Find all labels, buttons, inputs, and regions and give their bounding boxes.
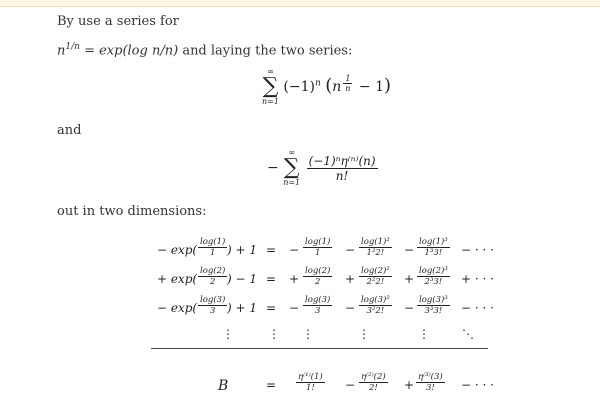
table-row-1-lhs xyxy=(196,237,229,258)
table-row-3-t2 xyxy=(357,295,394,316)
vdots-col-lhs: ⋮ xyxy=(222,327,234,341)
table-row-3-t1-frac xyxy=(303,295,332,316)
table-row-3-t1 xyxy=(301,295,334,316)
inline-eq: = exp(log n/n) xyxy=(84,43,179,59)
table-row-1-t3-den: 1³3! xyxy=(424,248,443,258)
table-row-1-lhs-tail: ) + 1 xyxy=(227,243,257,257)
table-row-1-t1 xyxy=(301,237,334,258)
table-row-3-t3-frac xyxy=(417,295,450,316)
result-t3-sign: + xyxy=(404,378,415,392)
table-row-1-t2-den: 1²2! xyxy=(366,248,385,258)
table-row-2-t1 xyxy=(301,266,334,287)
sum-one-paren-left: ( xyxy=(325,75,333,96)
result-t3-frac xyxy=(416,372,445,393)
sum-one-lower: n=1 xyxy=(262,97,279,106)
result-t3-den: 3! xyxy=(425,383,435,393)
sum-one-minus-one: − 1 xyxy=(358,79,384,95)
result-t1 xyxy=(294,372,327,393)
vdots-col-1: ⋮ xyxy=(302,327,314,341)
table-row-2-eq: = xyxy=(266,272,277,286)
table-row-2-t2-num: log(2)² xyxy=(361,266,390,276)
table-row-2-lhs-tail: ) − 1 xyxy=(227,272,257,286)
table-row-1-t3-frac xyxy=(417,237,450,258)
table-row-1-t3 xyxy=(415,237,452,258)
table-row-1-t2-frac xyxy=(359,237,392,258)
sum-one-body: (−1) xyxy=(283,79,315,95)
table-row-3-t1-den: 3 xyxy=(314,306,321,316)
table-row-3-t1-sign: − xyxy=(289,301,300,315)
vdots-col-2: ⋮ xyxy=(358,327,370,341)
table-row-3-more: − · · · xyxy=(461,301,494,315)
table-row-2-t2-frac xyxy=(359,266,392,287)
result-t3 xyxy=(414,372,447,393)
result-t1-frac xyxy=(296,372,325,393)
inline-lhs: n xyxy=(57,43,66,59)
intro-text: By use a series for xyxy=(57,14,179,29)
table-row-2-t3-den: 2³3! xyxy=(424,277,443,287)
vdots-col-3: ⋮ xyxy=(418,327,430,341)
sum-two-den: n! xyxy=(335,168,349,183)
table-row-1-lhs-num: log(1) xyxy=(200,237,226,247)
table-row-3-t3-den: 3³3! xyxy=(424,306,443,316)
sum-one-exp-num: 1 xyxy=(345,73,351,83)
table-row-3-lhs-tail: ) + 1 xyxy=(227,301,257,315)
table-row-3-t1-num: log(3) xyxy=(305,295,331,305)
table-row-1-lhs-sign: − exp( xyxy=(157,243,198,257)
vdots-col-eq: ⋮ xyxy=(268,327,280,341)
table-row-2-lhs xyxy=(196,266,229,287)
table-row-3-t3-sign: − xyxy=(404,301,415,315)
sum-two-lead: − xyxy=(267,160,279,176)
table-row-2-t2-den: 2²2! xyxy=(366,277,385,287)
table-row-2-lhs-sign: + exp( xyxy=(157,272,198,286)
table-row-2-t1-num: log(2) xyxy=(305,266,331,276)
table-row-1-t1-den: 1 xyxy=(314,248,321,258)
sum-two-lower: n=1 xyxy=(283,178,301,187)
top-banner xyxy=(0,0,600,7)
table-row-3-t2-num: log(3)² xyxy=(361,295,390,305)
result-more: − · · · xyxy=(461,378,494,392)
table-row-2-t2-sign: + xyxy=(345,272,356,286)
result-t2-sign: − xyxy=(345,378,356,392)
table-row-1-t1-num: log(1) xyxy=(305,237,331,247)
table-row-1-lhs-frac xyxy=(198,237,227,258)
table-row-2-lhs-num: log(2) xyxy=(200,266,226,276)
inline-formula-line xyxy=(57,42,352,58)
table-row-3-t3-num: log(3)³ xyxy=(419,295,448,305)
inline-exponent: 1/n xyxy=(65,42,80,52)
result-t2-frac xyxy=(359,372,388,393)
table-row-3-t2-den: 3²2! xyxy=(366,306,385,316)
table-row-2-t1-den: 2 xyxy=(314,277,321,287)
sum-one-exp-frac xyxy=(343,74,352,93)
table-row-2-t3 xyxy=(415,266,452,287)
result-t1-den: 1! xyxy=(305,383,315,393)
table-row-2-lhs-den: 2 xyxy=(209,277,216,287)
table-row-2-t3-sign: + xyxy=(404,272,415,286)
table-row-3-lhs-frac xyxy=(198,295,227,316)
table-row-1-t2 xyxy=(357,237,394,258)
table-row-3-t3 xyxy=(415,295,452,316)
table-row-2-t3-frac xyxy=(417,266,450,287)
sum-two-sigma: ∞ ∑ n=1 xyxy=(283,148,301,187)
sum-one-paren-right: ) xyxy=(383,75,392,96)
sum-one-power: n xyxy=(314,78,321,89)
result-t2 xyxy=(357,372,390,393)
table-row-1-more: − · · · xyxy=(461,243,494,257)
table-row-1-t1-frac xyxy=(303,237,332,258)
result-t3-num: η⁽³⁾(3) xyxy=(418,372,443,382)
sum-one-exp-den: n xyxy=(345,83,351,93)
result-t2-den: 2! xyxy=(368,383,378,393)
table-row-1-t2-num: log(1)² xyxy=(361,237,390,247)
table-row-3-eq: = xyxy=(266,301,277,315)
result-eq: = xyxy=(266,378,277,392)
table-row-2-t2 xyxy=(357,266,394,287)
table-row-2-t3-num: log(2)³ xyxy=(419,266,448,276)
table-row-3-t2-sign: − xyxy=(345,301,356,315)
sum-two-formula xyxy=(267,149,380,187)
sum-rule xyxy=(151,348,488,349)
table-row-2-more: + · · · xyxy=(461,272,494,286)
two-dimensions-text: out in two dimensions: xyxy=(57,204,207,219)
table-row-3-lhs-sign: − exp( xyxy=(157,301,198,315)
result-t1-num: η⁽¹⁾(1) xyxy=(298,372,323,382)
result-label: B xyxy=(218,378,229,394)
table-row-1-eq: = xyxy=(266,243,277,257)
table-row-2-t1-sign: + xyxy=(289,272,300,286)
sum-one-upper: ∞ xyxy=(267,67,274,76)
table-row-2-lhs-frac xyxy=(198,266,227,287)
table-row-1-lhs-den: 1 xyxy=(209,248,216,258)
table-row-3-t2-frac xyxy=(359,295,392,316)
sum-two-num: (−1)ⁿη⁽ⁿ⁾(n) xyxy=(308,153,376,168)
sum-two-upper: ∞ xyxy=(288,148,295,157)
table-row-1-t1-sign: − xyxy=(289,243,300,257)
sum-one-n: n xyxy=(332,79,342,95)
sum-one-sigma: ∞ ∑ n=1 xyxy=(262,67,279,106)
table-row-2-t1-frac xyxy=(303,266,332,287)
and-text: and xyxy=(57,123,82,138)
ddots: ⋱ xyxy=(462,327,474,341)
table-row-3-lhs-num: log(3) xyxy=(200,295,226,305)
table-row-1-t2-sign: − xyxy=(345,243,356,257)
table-row-3-lhs xyxy=(196,295,229,316)
laying-text: and laying the two series: xyxy=(182,43,353,59)
table-row-1-t3-num: log(1)³ xyxy=(419,237,448,247)
sum-two-frac xyxy=(307,154,378,183)
sum-one-formula xyxy=(262,68,391,106)
table-row-1-t3-sign: − xyxy=(404,243,415,257)
result-t2-num: η⁽²⁾(2) xyxy=(361,372,386,382)
table-row-3-lhs-den: 3 xyxy=(209,306,216,316)
